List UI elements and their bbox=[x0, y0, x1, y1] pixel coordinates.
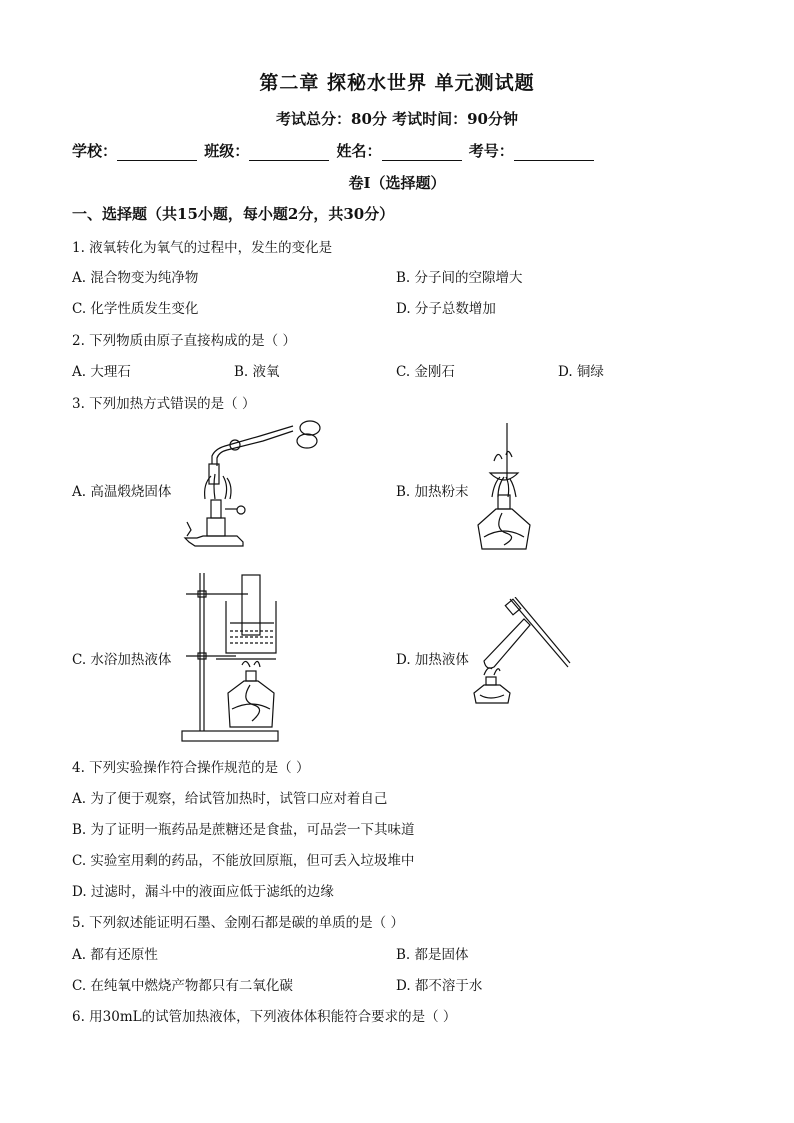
test-tube-heating-figure bbox=[470, 597, 572, 705]
class-blank[interactable] bbox=[249, 146, 329, 161]
number-blank[interactable] bbox=[514, 146, 594, 161]
evaporating-dish-heating-figure bbox=[474, 421, 534, 556]
q5-stem: 5. 下列叙述能证明石墨、金刚石都是碳的单质的是（ ） bbox=[72, 915, 404, 931]
q4-option-c: C. 实验室用剩的药品，不能放回原瓶，但可丢入垃圾堆中 bbox=[72, 853, 415, 869]
q3-option-b: B. 加热粉末 bbox=[396, 484, 469, 500]
name-label: 姓名： bbox=[336, 142, 382, 160]
q1-stem: 1. 液氧转化为氧气的过程中，发生的变化是 bbox=[72, 240, 333, 256]
q3-option-d: D. 加热液体 bbox=[396, 652, 469, 668]
class-label: 班级： bbox=[204, 142, 250, 160]
q1-option-b: B. 分子间的空隙增大 bbox=[396, 270, 523, 286]
q2-stem: 2. 下列物质由原子直接构成的是（ ） bbox=[72, 333, 296, 349]
q2-option-a: A. 大理石 bbox=[72, 364, 131, 380]
school-blank[interactable] bbox=[117, 146, 197, 161]
q2-option-c: C. 金刚石 bbox=[396, 364, 455, 380]
q4-option-b: B. 为了证明一瓶药品是蔗糖还是食盐，可品尝一下其味道 bbox=[72, 822, 415, 838]
number-label: 考号： bbox=[468, 142, 514, 160]
q4-option-a: A. 为了便于观察，给试管加热时，试管口应对着自己 bbox=[72, 791, 388, 807]
q2-option-b: B. 液氧 bbox=[234, 364, 280, 380]
exam-subtitle: 考试总分：80分 考试时间：90分钟 bbox=[276, 110, 518, 128]
name-blank[interactable] bbox=[382, 146, 462, 161]
q5-option-b: B. 都是固体 bbox=[396, 947, 469, 963]
q4-stem: 4. 下列实验操作符合操作规范的是（ ） bbox=[72, 760, 310, 776]
page-title: 第二章 探秘水世界 单元测试题 bbox=[259, 72, 535, 94]
q2-option-d: D. 铜绿 bbox=[558, 364, 604, 380]
volume-heading: 卷Ⅰ（选择题） bbox=[348, 174, 446, 192]
q4-option-d: D. 过滤时，漏斗中的液面应低于滤纸的边缘 bbox=[72, 884, 334, 900]
q1-option-c: C. 化学性质发生变化 bbox=[72, 301, 199, 317]
crucible-tongs-heating-figure bbox=[175, 414, 325, 556]
q3-option-a: A. 高温煅烧固体 bbox=[72, 484, 172, 500]
water-bath-heating-figure bbox=[176, 571, 280, 743]
student-info-line bbox=[72, 140, 596, 161]
school-label: 学校： bbox=[72, 142, 118, 160]
q3-option-c: C. 水浴加热液体 bbox=[72, 652, 172, 668]
section-heading: 一、选择题（共15小题，每小题2分，共30分） bbox=[72, 205, 395, 223]
q3-stem: 3. 下列加热方式错误的是（ ） bbox=[72, 396, 256, 412]
q6-stem: 6. 用30mL的试管加热液体，下列液体体积能符合要求的是（ ） bbox=[72, 1009, 457, 1025]
q1-option-d: D. 分子总数增加 bbox=[396, 301, 496, 317]
q1-option-a: A. 混合物变为纯净物 bbox=[72, 270, 199, 286]
q5-option-d: D. 都不溶于水 bbox=[396, 978, 483, 994]
q5-option-c: C. 在纯氧中燃烧产物都只有二氧化碳 bbox=[72, 978, 293, 994]
q5-option-a: A. 都有还原性 bbox=[72, 947, 158, 963]
